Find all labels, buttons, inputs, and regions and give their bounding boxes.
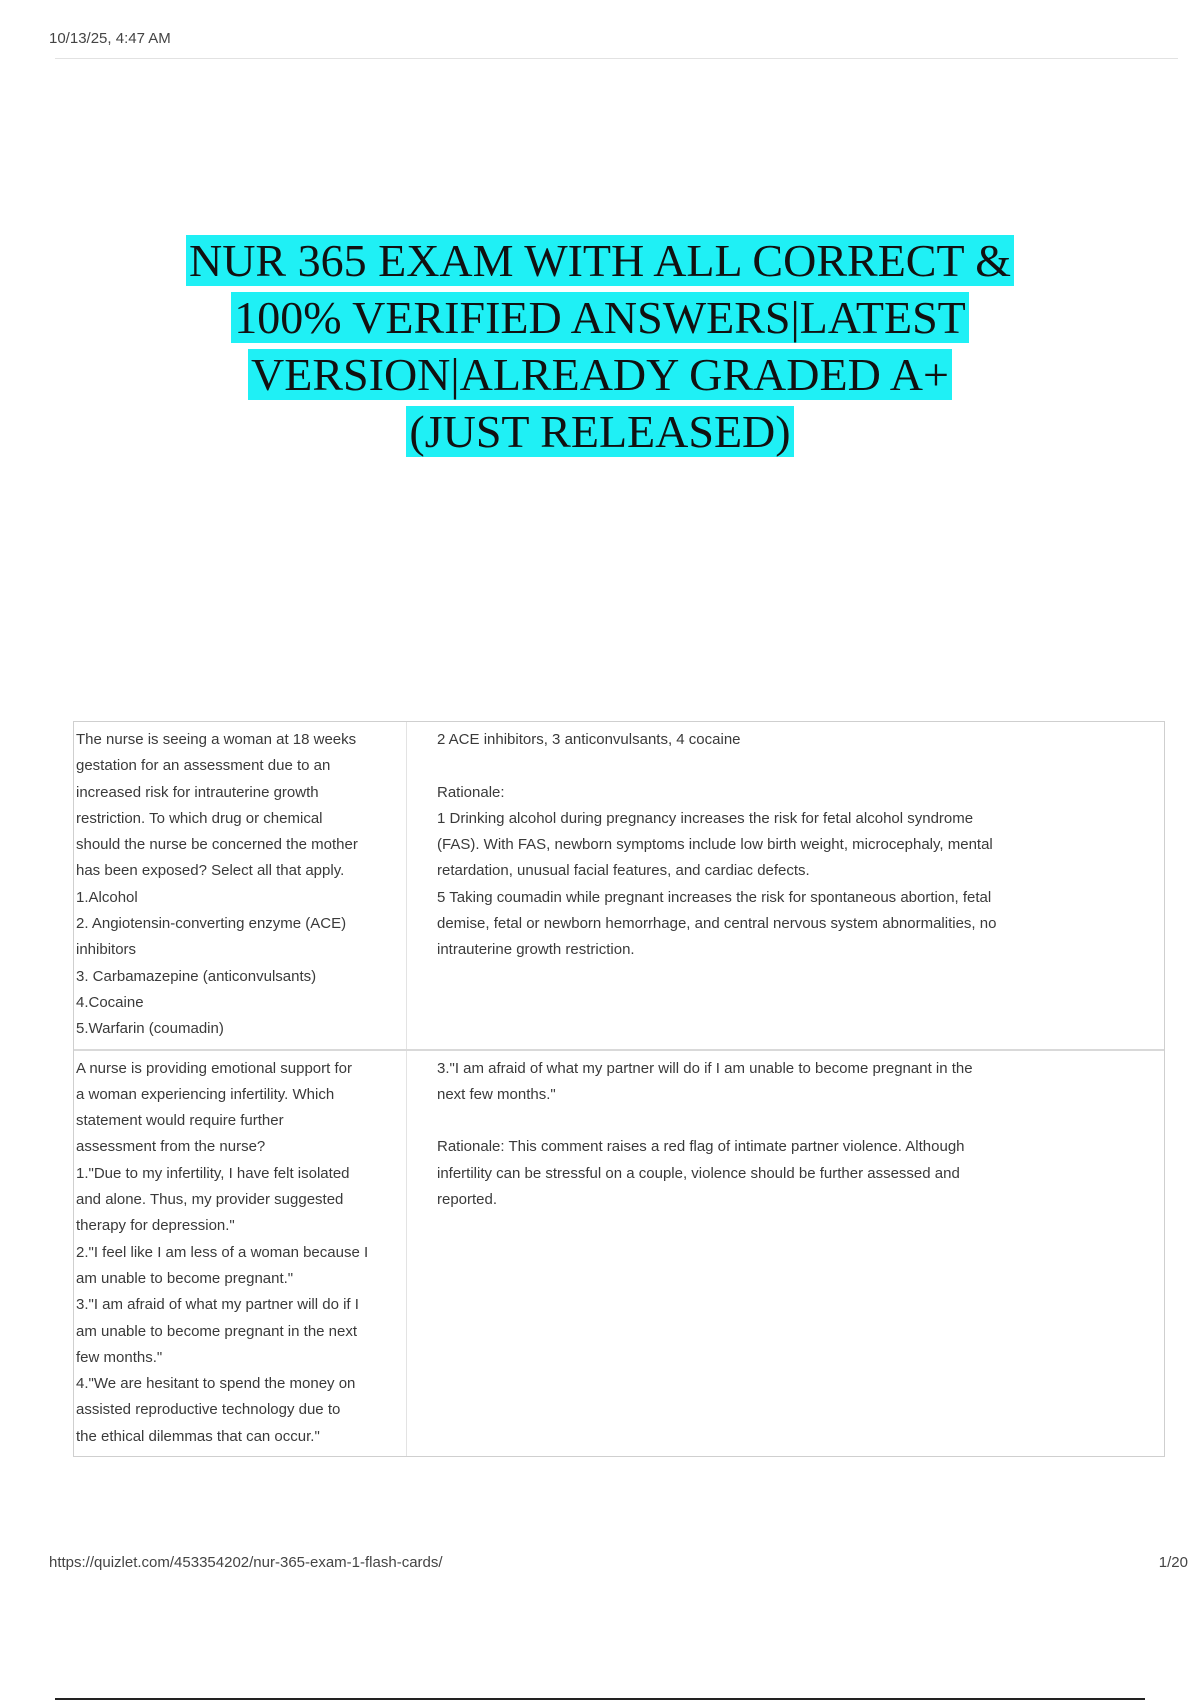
flashcard-row — [74, 722, 1164, 1049]
title-line: NUR 365 EXAM WITH ALL CORRECT & — [186, 235, 1014, 286]
term-option: the ethical dilemmas that can occur." — [76, 1427, 320, 1445]
term-line: has been exposed? Select all that apply. — [76, 862, 345, 880]
print-timestamp: 10/13/25, 4:47 AM — [49, 30, 171, 47]
term-option: 3. Carbamazepine (anticonvulsants) — [76, 967, 317, 985]
flashcard-row — [74, 1049, 1164, 1456]
rationale-line: Rationale: This comment raises a red flag of intimate partner violence. Although — [437, 1138, 965, 1156]
flashcard-definition — [407, 1051, 1164, 1456]
rationale-line: retardation, unusual facial features, and cardiac defects. — [437, 862, 810, 880]
answer-line: 2 ACE inhibitors, 3 anticonvulsants, 4 cocaine — [437, 731, 741, 748]
term-option: 2."I feel like I am less of a woman because I — [76, 1243, 369, 1261]
term-line: The nurse is seeing a woman at 18 weeks — [76, 731, 357, 748]
flashcard-term — [74, 1051, 407, 1456]
answer-line: next few months." — [437, 1085, 556, 1103]
rationale-line: reported. — [437, 1191, 498, 1209]
rationale-line: (FAS). With FAS, newborn symptoms include low birth weight, microcephaly, mental — [437, 836, 993, 854]
term-option: am unable to become pregnant." — [76, 1269, 294, 1287]
rationale-line: intrauterine growth restriction. — [437, 941, 635, 959]
term-option: 4."We are hesitant to spend the money on — [76, 1375, 356, 1393]
term-option: 2. Angiotensin-converting enzyme (ACE) — [76, 915, 347, 933]
rationale-heading: Rationale: — [437, 783, 505, 801]
title-line: 100% VERIFIED ANSWERS|LATEST — [231, 292, 969, 343]
term-option: am unable to become pregnant in the next — [76, 1322, 358, 1340]
term-line: assessment from the nurse? — [76, 1138, 266, 1156]
flashcard-table — [73, 721, 1165, 1457]
answer-line: 3."I am afraid of what my partner will do if I am unable to become pregnant in the — [437, 1059, 973, 1077]
term-line: statement would require further — [76, 1112, 284, 1130]
header-divider — [55, 58, 1178, 59]
term-line: restriction. To which drug or chemical — [76, 809, 323, 827]
term-option: and alone. Thus, my provider suggested — [76, 1191, 344, 1209]
flashcard-term — [74, 722, 407, 1049]
term-option: assisted reproductive technology due to — [76, 1401, 341, 1419]
rationale-line: infertility can be stressful on a couple, violence should be further assessed and — [437, 1164, 960, 1182]
title-line: VERSION|ALREADY GRADED A+ — [248, 349, 952, 400]
term-option: 1.Alcohol — [76, 888, 138, 906]
rationale-line: 1 Drinking alcohol during pregnancy increases the risk for fetal alcohol syndrome — [437, 809, 974, 827]
term-line: A nurse is providing emotional support for — [76, 1059, 352, 1077]
term-line: gestation for an assessment due to an — [76, 757, 331, 775]
rationale-line: demise, fetal or newborn hemorrhage, and central nervous system abnormalities, no — [437, 915, 997, 933]
term-option: 5.Warfarin (coumadin) — [76, 1020, 224, 1038]
term-option: 4.Cocaine — [76, 993, 144, 1011]
flashcard-definition — [407, 722, 1164, 1049]
term-line: should the nurse be concerned the mother — [76, 836, 358, 854]
term-option: few months." — [76, 1348, 163, 1366]
term-option: 1."Due to my infertility, I have felt isolated — [76, 1164, 350, 1182]
title-line: (JUST RELEASED) — [406, 406, 793, 457]
term-line: a woman experiencing infertility. Which — [76, 1085, 335, 1103]
term-line: increased risk for intrauterine growth — [76, 783, 319, 801]
rationale-line: 5 Taking coumadin while pregnant increases the risk for spontaneous abortion, fetal — [437, 888, 992, 906]
document-title — [60, 232, 1140, 460]
footer-url: https://quizlet.com/453354202/nur-365-exam-1-flash-cards/ — [49, 1554, 443, 1571]
term-option: 3."I am afraid of what my partner will do if I — [76, 1296, 359, 1314]
term-option: inhibitors — [76, 941, 137, 959]
page-number: 1/20 — [1158, 1554, 1188, 1571]
term-option: therapy for depression." — [76, 1217, 235, 1235]
